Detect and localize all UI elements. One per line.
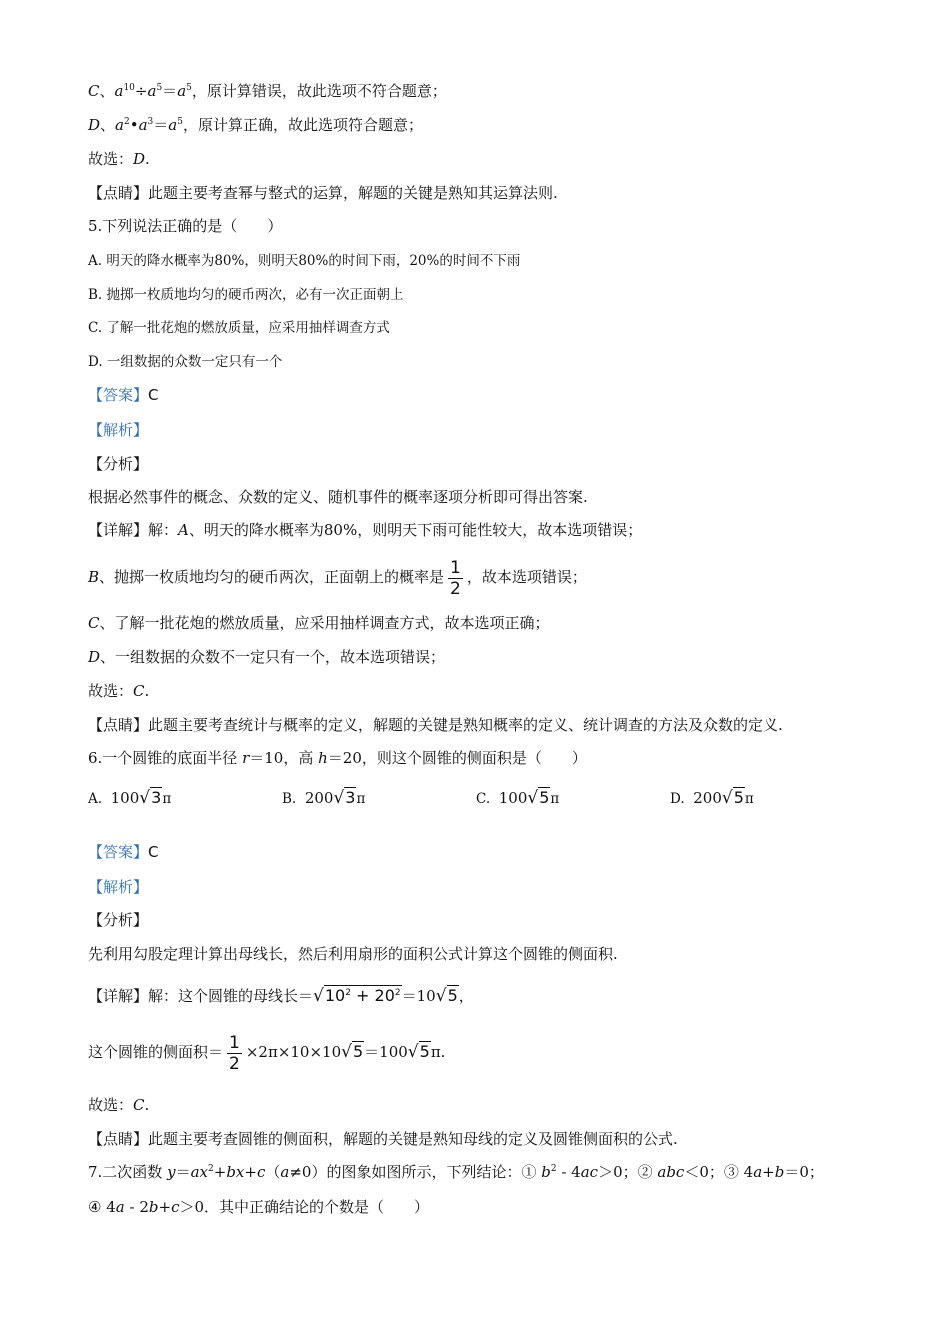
exponent: 2 — [394, 988, 401, 998]
exponent: 2 — [345, 988, 351, 998]
sqrt: √5 — [435, 986, 458, 1006]
q5-comment: 【点睛】此题主要考查统计与概率的定义，解题的关键是熟知概率的定义、统计调查的方法及众数的定义. — [88, 716, 783, 734]
q5-answer — [88, 385, 159, 405]
radicand-a: 10 — [324, 986, 346, 1005]
var-a: a — [138, 116, 148, 134]
var-h: h — [318, 749, 328, 767]
detail-label: A — [178, 521, 189, 539]
q6-choice-b — [282, 788, 365, 809]
choose-suffix: . — [145, 150, 150, 168]
equals: ＝ — [153, 116, 169, 134]
exponent: 5 — [177, 117, 183, 127]
q5-analysis: 根据必然事件的概念、众数的定义、随机事件的概率逐项分析即可得出答案. — [88, 488, 588, 506]
var: c — [171, 1198, 180, 1216]
var: a — [753, 1163, 763, 1181]
q6-choice-d — [670, 788, 754, 809]
option-label: D — [88, 116, 101, 134]
q4-choose — [88, 149, 150, 169]
t: + — [244, 1163, 257, 1181]
sqrt: √3 — [333, 788, 356, 808]
choice-coef: 200 — [693, 789, 722, 807]
choose-prefix: 故选： — [88, 1096, 134, 1114]
stem-text: ＝20，则这个圆锥的侧面积是（ ） — [327, 749, 587, 767]
exponent: 3 — [147, 117, 154, 127]
t: ＜0；③ 4 — [684, 1163, 754, 1181]
choice-label: D. — [670, 791, 685, 807]
fraction — [448, 558, 463, 599]
q6-choice-a — [88, 788, 171, 809]
q6-jiexi: 【解析】 — [88, 878, 149, 896]
q5-choose — [88, 681, 149, 701]
radicand: 3 — [345, 788, 356, 807]
var: b — [541, 1163, 551, 1181]
q5-stem: 5.下列说法正确的是（ ） — [88, 217, 283, 235]
q7-stem-line1 — [88, 1162, 824, 1182]
var: a — [280, 1163, 290, 1181]
q6-stem — [88, 748, 587, 768]
equals-value: ＝10 — [401, 987, 436, 1005]
choice-coef: 200 — [304, 789, 334, 807]
sqrt: $√10^2 + 20^2$ — [313, 986, 401, 1006]
var: abc — [657, 1163, 685, 1181]
t: ④ 4 — [88, 1198, 116, 1216]
choose-prefix: 故选： — [88, 150, 134, 168]
line-c-option — [88, 81, 447, 101]
sqrt: √5 — [721, 788, 744, 808]
detail-label: B — [88, 568, 100, 586]
area-end: π. — [430, 1043, 446, 1061]
exponent: 2 — [208, 1164, 214, 1174]
var-a: a — [114, 82, 124, 100]
t: （ — [265, 1163, 281, 1181]
q6-fenxi: 【分析】 — [88, 911, 149, 929]
t: ＝ — [175, 1163, 191, 1181]
exponent: 10 — [123, 83, 135, 93]
option-label: C — [88, 82, 100, 100]
t: + — [762, 1163, 775, 1181]
pi: π — [162, 791, 172, 807]
q5-option-a: A. 明天的降水概率为80%，则明天80%的时间下雨，20%的时间不下雨 — [88, 253, 521, 269]
text: ，原计算错误，故此选项不符合题意； — [191, 82, 447, 100]
q6-comment: 【点睛】此题主要考查圆锥的侧面积，解题的关键是熟知母线的定义及圆锥侧面积的公式. — [88, 1130, 678, 1148]
detail-text: 、明天的降水概率为80%，则明天下雨可能性较大，故本选项错误； — [188, 521, 643, 539]
pi: π — [356, 791, 366, 807]
choose-suffix: . — [144, 682, 150, 700]
radicand: 5 — [419, 1042, 430, 1061]
var: ac — [580, 1163, 599, 1181]
q5-detail-b — [88, 555, 587, 599]
var: ax — [190, 1163, 208, 1181]
plus: + — [350, 986, 375, 1005]
pi: π — [550, 791, 560, 807]
q4-comment: 【点睛】此题主要考查幂与整式的运算，解题的关键是熟知其运算法则. — [88, 184, 558, 202]
denominator: 2 — [450, 578, 461, 599]
answer-value: C — [148, 386, 159, 404]
fraction — [227, 1033, 242, 1074]
stem-text: ＝10，高 — [249, 749, 319, 767]
area-mid: ×2π×10×10 — [245, 1043, 342, 1061]
q6-area — [88, 1030, 445, 1074]
line-d-option — [88, 115, 423, 135]
q6-choices — [88, 788, 788, 818]
exponent: 2 — [124, 117, 130, 127]
equals: ＝ — [162, 82, 178, 100]
radicand: 5 — [352, 1042, 364, 1061]
q6-choose — [88, 1095, 149, 1115]
answer-tag: 【答案】 — [88, 386, 149, 404]
choice-coef: 100 — [110, 789, 140, 807]
sqrt: √3 — [139, 788, 162, 808]
var-a: a — [168, 116, 178, 134]
choose-letter: C — [133, 682, 145, 700]
detail-text: 、一组数据的众数不一定只有一个，故本选项错误； — [100, 648, 446, 666]
radicand-b: 20 — [374, 986, 395, 1005]
exponent: 2 — [550, 1164, 557, 1174]
t: - 2 — [124, 1198, 149, 1216]
q5-option-d: D. 一组数据的众数一定只有一个 — [88, 354, 283, 370]
t: + — [158, 1198, 172, 1216]
sqrt: √5 — [341, 1042, 364, 1062]
var-a: a — [177, 82, 187, 100]
radicand: 5 — [447, 986, 458, 1005]
t: 7.二次函数 — [88, 1163, 168, 1181]
sqrt: √5 — [407, 1042, 430, 1062]
q5-detail-d — [88, 647, 445, 667]
var: y — [167, 1163, 176, 1181]
detail-prefix: 【详解】解：这个圆锥的母线长＝ — [88, 987, 314, 1005]
sep: 、 — [100, 116, 116, 134]
choose-suffix: . — [144, 1096, 150, 1114]
sep: 、 — [99, 82, 115, 100]
text: ，原计算正确，故此选项符合题意； — [182, 116, 423, 134]
choose-prefix: 故选： — [88, 682, 134, 700]
detail-text: 、抛掷一枚质地均匀的硬币两次，正面朝上的概率是 — [99, 568, 445, 586]
detail-text: 、了解一批花炮的燃放质量，应采用抽样调查方式，故本选项正确； — [99, 614, 550, 632]
operator: • — [129, 116, 139, 134]
t: ≠0）的图象如图所示，下列结论：① — [289, 1163, 542, 1181]
t: ＞0；② — [598, 1163, 658, 1181]
q5-fenxi: 【分析】 — [88, 455, 149, 473]
denominator: 2 — [229, 1053, 240, 1074]
operator: ÷ — [134, 82, 148, 100]
detail-label: C — [88, 614, 100, 632]
choice-coef: 100 — [498, 789, 528, 807]
area-eq: ＝100 — [364, 1043, 408, 1061]
radicand: 5 — [733, 788, 744, 807]
q5-option-c: C. 了解一批花炮的燃放质量，应采用抽样调查方式 — [88, 320, 390, 336]
area-prefix: 这个圆锥的侧面积＝ — [88, 1043, 224, 1061]
choose-letter: D — [133, 150, 146, 168]
answer-tag: 【答案】 — [88, 843, 149, 861]
radicand: 3 — [151, 788, 162, 807]
detail-prefix: 【详解】解： — [88, 521, 179, 539]
stem-text: 6.一个圆锥的底面半径 — [88, 749, 243, 767]
detail-label: D — [88, 648, 101, 666]
var: c — [256, 1163, 266, 1181]
var: b — [148, 1198, 159, 1216]
q6-choice-c — [476, 788, 559, 809]
pi: π — [744, 791, 754, 807]
radicand: 5 — [539, 788, 550, 807]
var: b — [774, 1163, 785, 1181]
q5-jiexi: 【解析】 — [88, 421, 149, 439]
q6-analysis: 先利用勾股定理计算出母线长，然后利用扇形的面积公式计算这个圆锥的侧面积. — [88, 945, 618, 963]
q6-answer — [88, 842, 159, 862]
detail-end: ， — [458, 987, 474, 1005]
sqrt: √5 — [527, 788, 550, 808]
choose-letter: C — [133, 1096, 145, 1114]
q7-stem-line2 — [88, 1197, 429, 1217]
q5-detail-a — [88, 520, 642, 540]
detail-end: ，故本选项错误； — [466, 568, 587, 586]
var: a — [115, 1198, 125, 1216]
answer-value: C — [148, 843, 159, 861]
exponent: 5 — [156, 83, 163, 93]
choice-label: A. — [88, 791, 103, 807]
t: ＝0； — [784, 1163, 824, 1181]
q5-option-b: B. 抛掷一枚质地均匀的硬币两次，必有一次正面朝上 — [88, 287, 404, 303]
t: ＞0．其中正确结论的个数是（ ） — [179, 1198, 430, 1216]
choice-label: B. — [282, 791, 297, 807]
t: - 4 — [556, 1163, 581, 1181]
var-a: a — [115, 116, 124, 134]
numerator: 1 — [229, 1032, 240, 1053]
q6-detail — [88, 986, 474, 1006]
choice-label: C. — [476, 791, 491, 807]
numerator: 1 — [450, 557, 461, 578]
var-a: a — [147, 82, 157, 100]
t: + — [213, 1163, 227, 1181]
exponent: 5 — [186, 83, 192, 93]
var: bx — [226, 1163, 245, 1181]
var-r: r — [242, 749, 250, 767]
q5-detail-c — [88, 613, 550, 633]
